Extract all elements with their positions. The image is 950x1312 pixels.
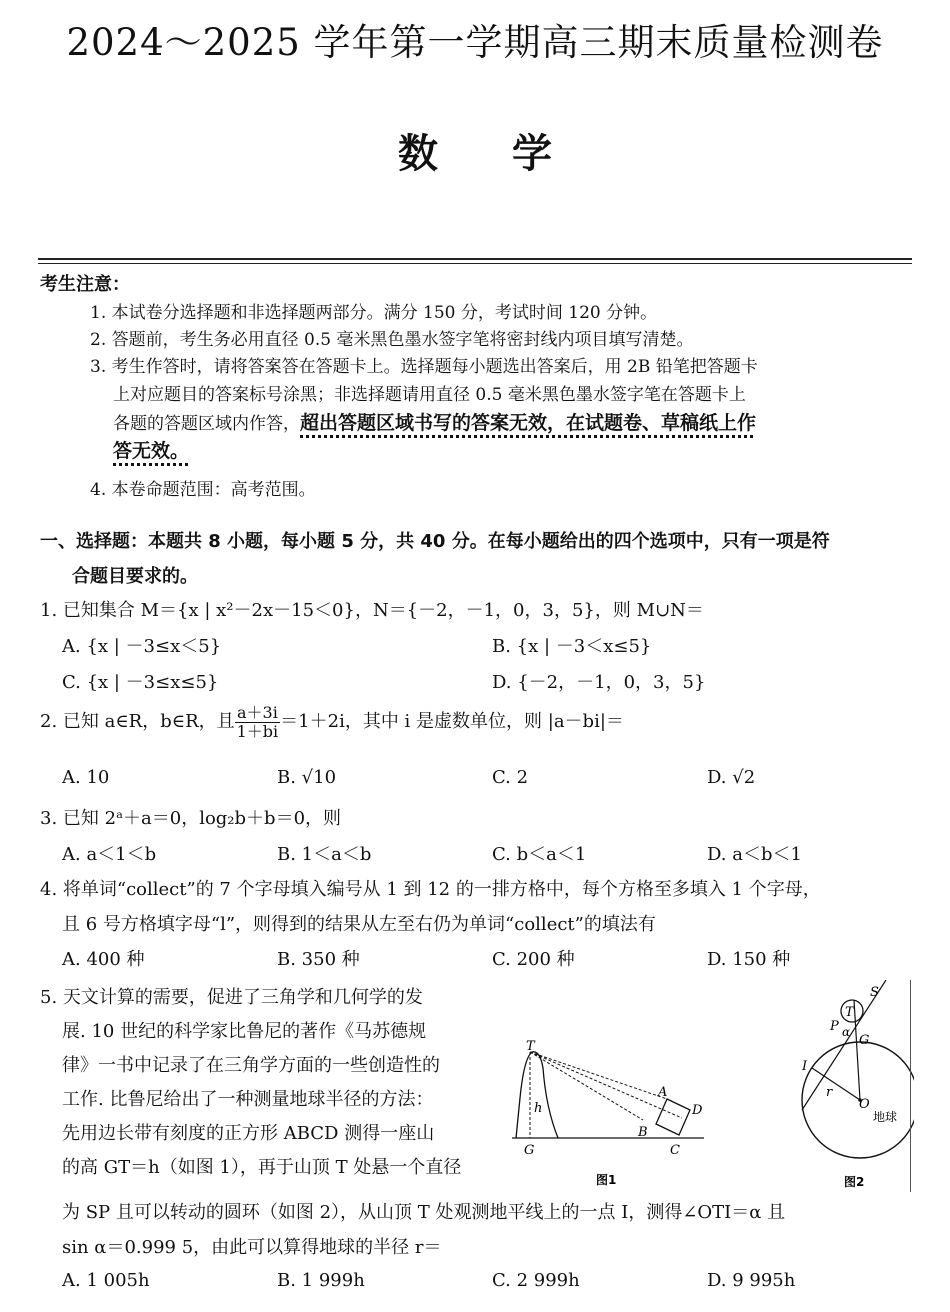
question-5-line-4: 工作. 比鲁尼给出了一种测量地球半径的方法： [62,1089,434,1110]
note-3-emphasis-end: 答无效。 [113,440,190,462]
question-5-line-2: 展. 10 世纪的科学家比鲁尼的著作《马苏德规 [62,1021,427,1042]
question-2-option-d: D. √2 [707,767,756,788]
figure-2-label-g: G [859,1033,870,1048]
question-4-option-b: B. 350 种 [277,949,360,970]
question-4-stem-line-1: 4. 将单词“collect”的 7 个字母填入编号从 1 到 12 的一排方格中，每个方格至多填入 1 个字母， [40,879,821,900]
figure-1-label-h: h [534,1101,543,1116]
figure-2-label-alpha: α [842,1025,851,1039]
figure-2-caption: 图2 [844,1175,865,1189]
section-1-heading-cont: 合题目要求的。 [72,566,198,587]
figure-2-label-earth: 地球 [873,1110,898,1124]
note-3-line-2: 上对应题目的答案标号涂黑；非选择题请用直径 0.5 毫米黑色墨水签字笔在答题卡上 [113,385,746,405]
question-3-option-c: C. b＜a＜1 [492,844,587,865]
figure-2-label-r: r [826,1085,833,1100]
figure-1-label-d: D [692,1103,703,1118]
figure-1-label-c: C [670,1143,680,1158]
question-4-option-d: D. 150 种 [707,949,791,970]
question-1-option-a: A. {x | －3≤x＜5} [62,636,222,657]
question-5-line-8: sin α＝0.999 5，由此可以算得地球的半径 r＝ [62,1237,442,1258]
divider-thin [38,263,912,264]
question-1-option-c: C. {x | －3≤x≤5} [62,672,219,693]
question-3-stem: 3. 已知 2ᵃ＋a＝0，log₂b＋b＝0，则 [40,808,342,829]
question-2-stem [40,704,624,740]
question-3-option-d: D. a＜b＜1 [707,844,802,865]
figure-2-label-s: S [870,985,879,1000]
figure-1-label-a: A [658,1085,668,1100]
question-1-option-b: B. {x | －3＜x≤5} [492,636,652,657]
note-2: 2. 答题前，考生务必用直径 0.5 毫米黑色墨水签字笔将密封线内项目填写清楚。 [90,330,694,350]
question-2-fraction-denominator: 1＋bi [236,721,279,741]
notes-heading: 考生注意： [40,274,130,295]
divider-thick [38,258,912,260]
subject-title: 数 学 [398,131,552,177]
question-2-stem-pre: 2. 已知 a∈R，b∈R，且 [40,711,235,733]
question-2-stem-post: ＝1＋2i，其中 i 是虚数单位，则 |a－bi|＝ [280,711,624,733]
figure-2-label-i: I [802,1059,808,1074]
question-2-option-a: A. 10 [62,767,110,788]
figure-2-label-p: P [830,1019,839,1034]
figure-2-label-t: T [845,1005,854,1020]
question-5-line-5: 先用边长带有刻度的正方形 ABCD 测得一座山 [62,1123,435,1144]
note-4: 4. 本卷命题范围：高考范围。 [90,480,316,500]
note-3-line-3 [113,408,756,435]
figure-2-right-border [910,980,911,1192]
figure-2-earth-diagram [782,980,914,1192]
note-3-emphasis: 超出答题区域书写的答案无效，在试题卷、草稿纸上作 [300,412,757,434]
figure-1-mountain-diagram [510,1038,710,1190]
question-5-option-d: D. 9 995h [707,1270,796,1291]
question-1-option-d: D. {－2，－1，0，3，5} [492,672,706,693]
question-5-line-3: 律》一书中记录了在三角学方面的一些创造性的 [62,1055,440,1076]
question-2-option-c: C. 2 [492,767,529,788]
question-5-option-a: A. 1 005h [62,1270,150,1291]
question-5-line-6: 的高 GT＝h（如图 1），再于山顶 T 处悬一个直径 [62,1157,462,1178]
question-5-line-7: 为 SP 且可以转动的圆环（如图 2），从山顶 T 处观测地平线上的一点 I，测得∠OTI＝α 且 [62,1202,786,1223]
question-4-stem-line-2: 且 6 号方格填字母“l”，则得到的结果从左至右仍为单词“collect”的填法有 [62,914,656,935]
figure-1-caption: 图1 [596,1173,617,1187]
figure-1-label-t: T [526,1039,535,1054]
question-5-option-c: C. 2 999h [492,1270,580,1291]
figure-2-label-o: O [859,1097,870,1112]
question-5-option-b: B. 1 999h [277,1270,365,1291]
question-5-line-1: 5. 天文计算的需要，促进了三角学和几何学的发 [40,987,423,1008]
question-2-option-b: B. √10 [277,767,337,788]
section-1-heading: 一、选择题：本题共 8 小题，每小题 5 分，共 40 分。在每小题给出的四个选项中，只有一项是符 [40,531,830,552]
note-3-line-3-text: 各题的答题区域内作答， [113,414,300,434]
question-3-option-a: A. a＜1＜b [62,844,157,865]
exam-title: 2024～2025 学年第一学期高三期末质量检测卷 [66,21,884,64]
question-4-option-c: C. 200 种 [492,949,575,970]
question-2-fraction [235,704,281,740]
note-1: 1. 本试卷分选择题和非选择题两部分。满分 150 分，考试时间 120 分钟。 [90,303,658,323]
question-2-fraction-numerator: a＋3i [235,704,281,723]
figure-1-label-b: B [638,1125,648,1140]
question-4-option-a: A. 400 种 [62,949,145,970]
question-3-option-b: B. 1＜a＜b [277,844,372,865]
note-3-line-1: 3. 考生作答时，请将答案答在答题卡上。选择题每小题选出答案后，用 2B 铅笔把答题卡 [90,357,758,377]
figure-1-label-g: G [524,1143,535,1158]
question-1-stem: 1. 已知集合 M＝{x | x²－2x－15＜0}，N＝{－2，－1，0，3，5}，则 M∪N＝ [40,600,704,621]
